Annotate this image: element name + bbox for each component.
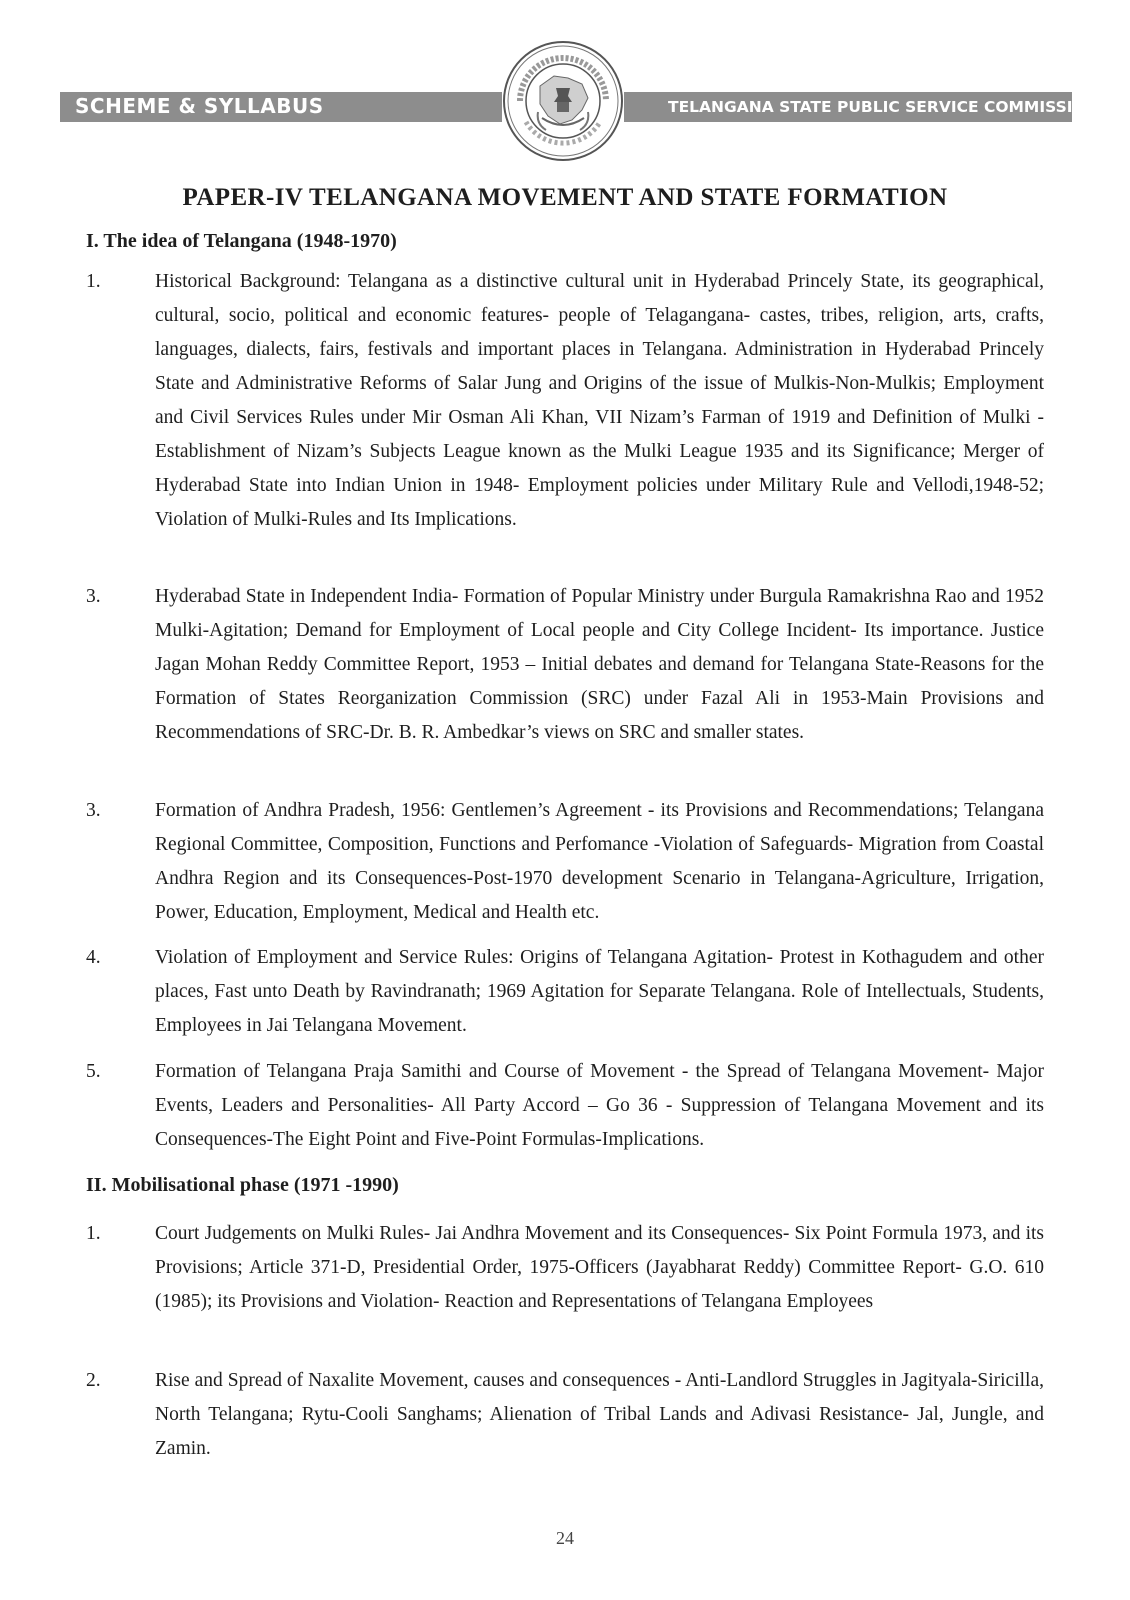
syllabus-item	[86, 1364, 1044, 1466]
item-text: Historical Background: Telangana as a distinctive cultural unit in Hyderabad Princely State, its geographical, cultural, socio, political and economic features- people of Telagangana- castes, tribes, religion, arts, crafts, languages, dialects, fairs, festivals and important places in Telangana. Administration in Hyderabad Princely State and Administrative Reforms of Salar Jung and Origins of the issue of Mulkis-Non-Mulkis; Employment and Civil Services Rules under Mir Osman Ali Khan, VII Nizam’s Farman of 1919 and Definition of Mulki - Establishment of Nizam’s Subjects League known as the Mulki League 1935 and its Significance; Merger of Hyderabad State into Indian Union in 1948- Employment policies under Military Rule and Vellodi,1948-52; Violation of Mulki-Rules and Its Implications.	[155, 271, 1044, 530]
item-number: 5.	[86, 1061, 101, 1082]
paper-title: PAPER-IV TELANGANA MOVEMENT AND STATE FORMATION	[182, 184, 948, 211]
syllabus-item	[86, 265, 1044, 537]
page-number: 24	[556, 1528, 574, 1548]
item-text: Formation of Telangana Praja Samithi and Course of Movement - the Spread of Telangana Movement- Major Events, Leaders and Personalities- All Party Accord – Go 36 - Suppression of Telangana Movement and its Consequences-The Eight Point and Five-Point Formulas-Implications.	[155, 1061, 1044, 1150]
item-text: Hyderabad State in Independent India- Formation of Popular Ministry under Burgula Ramakrishna Rao and 1952 Mulki-Agitation; Demand for Employment of Local people and City College Incident- Its importance. Justice Jagan Mohan Reddy Committee Report, 1953 – Initial debates and demand for Telangana State-Reasons for the Formation of States Reorganization Commission (SRC) under Fazal Ali in 1953-Main Provisions and Recommendations of SRC-Dr. B. R. Ambedkar’s views on SRC and smaller states.	[155, 586, 1044, 743]
syllabus-item	[86, 794, 1044, 930]
item-text: Court Judgements on Mulki Rules- Jai Andhra Movement and its Consequences- Six Point Formula 1973, and its Provisions; Article 371-D, Presidential Order, 1975-Officers (Jayabharat Reddy) Committee Report- G.O. 610 (1985); its Provisions and Violation- Reaction and Representations of Telangana Employees	[155, 1223, 1044, 1312]
item-number: 4.	[86, 947, 101, 968]
commission-name-label: TELANGANA STATE PUBLIC SERVICE COMMISSION	[668, 98, 1099, 116]
syllabus-item	[86, 941, 1044, 1043]
item-text: Violation of Employment and Service Rules: Origins of Telangana Agitation- Protest in Kothagudem and other places, Fast unto Death by Ravindranath; 1969 Agitation for Separate Telangana. Role of Intellectuals, Students, Employees in Jai Telangana Movement.	[155, 947, 1044, 1036]
syllabus-item	[86, 580, 1044, 750]
item-number: 2.	[86, 1370, 101, 1391]
item-text: Rise and Spread of Naxalite Movement, causes and consequences - Anti-Landlord Struggles in Jagityala-Siricilla, North Telangana; Rytu-Cooli Sanghams; Alienation of Tribal Lands and Adivasi Resistance- Jal, Jungle, and Zamin.	[155, 1370, 1044, 1459]
item-number: 3.	[86, 800, 101, 821]
syllabus-item	[86, 1217, 1044, 1319]
header-bar-right	[624, 92, 1099, 122]
item-number: 1.	[86, 1223, 101, 1244]
page-header	[0, 40, 1130, 170]
item-number: 1.	[86, 271, 101, 292]
syllabus-item	[86, 1055, 1044, 1157]
item-number: 3.	[86, 586, 101, 607]
section-heading-mobilisational-phase: II. Mobilisational phase (1971 -1990)	[86, 1174, 399, 1196]
item-text: Formation of Andhra Pradesh, 1956: Gentlemen’s Agreement - its Provisions and Recommendations; Telangana Regional Committee, Composition, Functions and Perfomance -Violation of Safeguards- Migration from Coastal Andhra Region and its Consequences-Post-1970 development Scenario in Telangana-Agriculture, Irrigation, Power, Education, Employment, Medical and Health etc.	[155, 800, 1044, 923]
scheme-syllabus-label: SCHEME & SYLLABUS	[75, 94, 324, 118]
section-heading-idea-of-telangana: I. The idea of Telangana (1948-1970)	[86, 230, 397, 252]
header-bar-left	[60, 92, 502, 122]
tspsc-seal-logo	[502, 40, 624, 162]
